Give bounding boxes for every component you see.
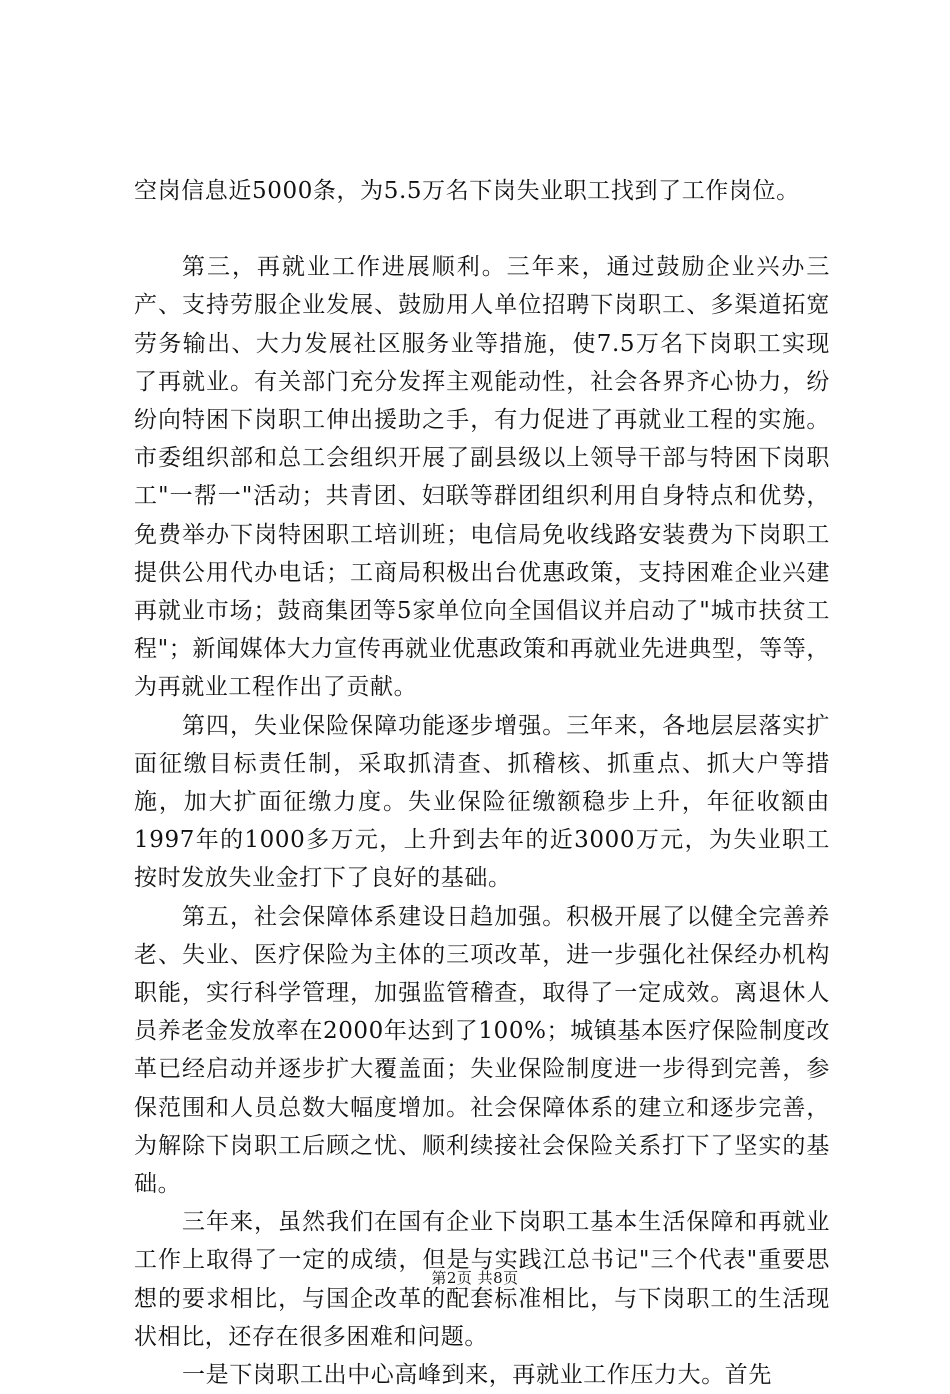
- paragraph-problems-summary: 三年来，虽然我们在国有企业下岗职工基本生活保障和再就业工作上取得了一定的成绩，但是与实践江总书记"三个代表"重要思想的要求相比，与国企改革的配套标准相比，与下岗职工的生活现状相比，还存在很多困难和问题。: [134, 1209, 830, 1350]
- paragraph-continuation: 空岗信息近5000条，为5.5万名下岗失业职工找到了工作岗位。: [134, 178, 800, 204]
- paragraph-fifth-social-security: 第五，社会保障体系建设日趋加强。积极开展了以健全完善养老、失业、医疗保险为主体的三项改革，进一步强化社保经办机构职能，实行科学管理，加强监管稽查，取得了一定成效。离退休人员养老金发放率在2000年达到了100%；城镇基本医疗保险制度改革已经启动并逐步扩大覆盖面；失业保险制度进一步得到完善，参保范围和人员总数大幅度增加。社会保障体系的建立和逐步完善，为解除下岗职工后顾之忧、顺利续接社会保险关系打下了坚实的基础。: [134, 903, 830, 1198]
- paragraph-gap: [134, 210, 830, 248]
- paragraph-fourth-unemployment-insurance: 第四，失业保险保障功能逐步增强。三年来，各地层层落实扩面征缴目标责任制，采取抓清查、抓稽核、抓重点、抓大户等措施，加大扩面征缴力度。失业保险征缴额稳步上升，年征收额由1997年的1000多万元，上升到去年的近3000万元，为失业职工按时发放失业金打下了良好的基础。: [134, 712, 830, 892]
- paragraph-first-problem: 一是下岗职工出中心高峰到来，再就业工作压力大。首先: [182, 1362, 772, 1389]
- page-number-footer: 第2页 共8页: [431, 1269, 519, 1287]
- paragraph-third-reemployment: 第三，再就业工作进展顺利。三年来，通过鼓励企业兴办三产、支持劳服企业发展、鼓励用人单位招聘下岗职工、多渠道拓宽劳务输出、大力发展社区服务业等措施，使7.5万名下岗职工实现了再就业。有关部门充分发挥主观能动性，社会各界齐心协力，纷纷向特困下岗职工伸出援助之手，有力促进了再就业工程的实施。市委组织部和总工会组织开展了副县级以上领导干部与特困下岗职工"一帮一"活动；共青团、妇联等群团组织利用自身特点和优势，免费举办下岗特困职工培训班；电信局免收线路安装费为下岗职工提供公用代办电话；工商局积极出台优惠政策，支持困难企业兴建再就业市场；鼓商集团等5家单位向全国倡议并启动了"城市扶贫工程"；新闻媒体大力宣传再就业优惠政策和再就业先进典型，等等，为再就业工程作出了贡献。: [134, 254, 830, 701]
- document-body: [134, 172, 830, 1394]
